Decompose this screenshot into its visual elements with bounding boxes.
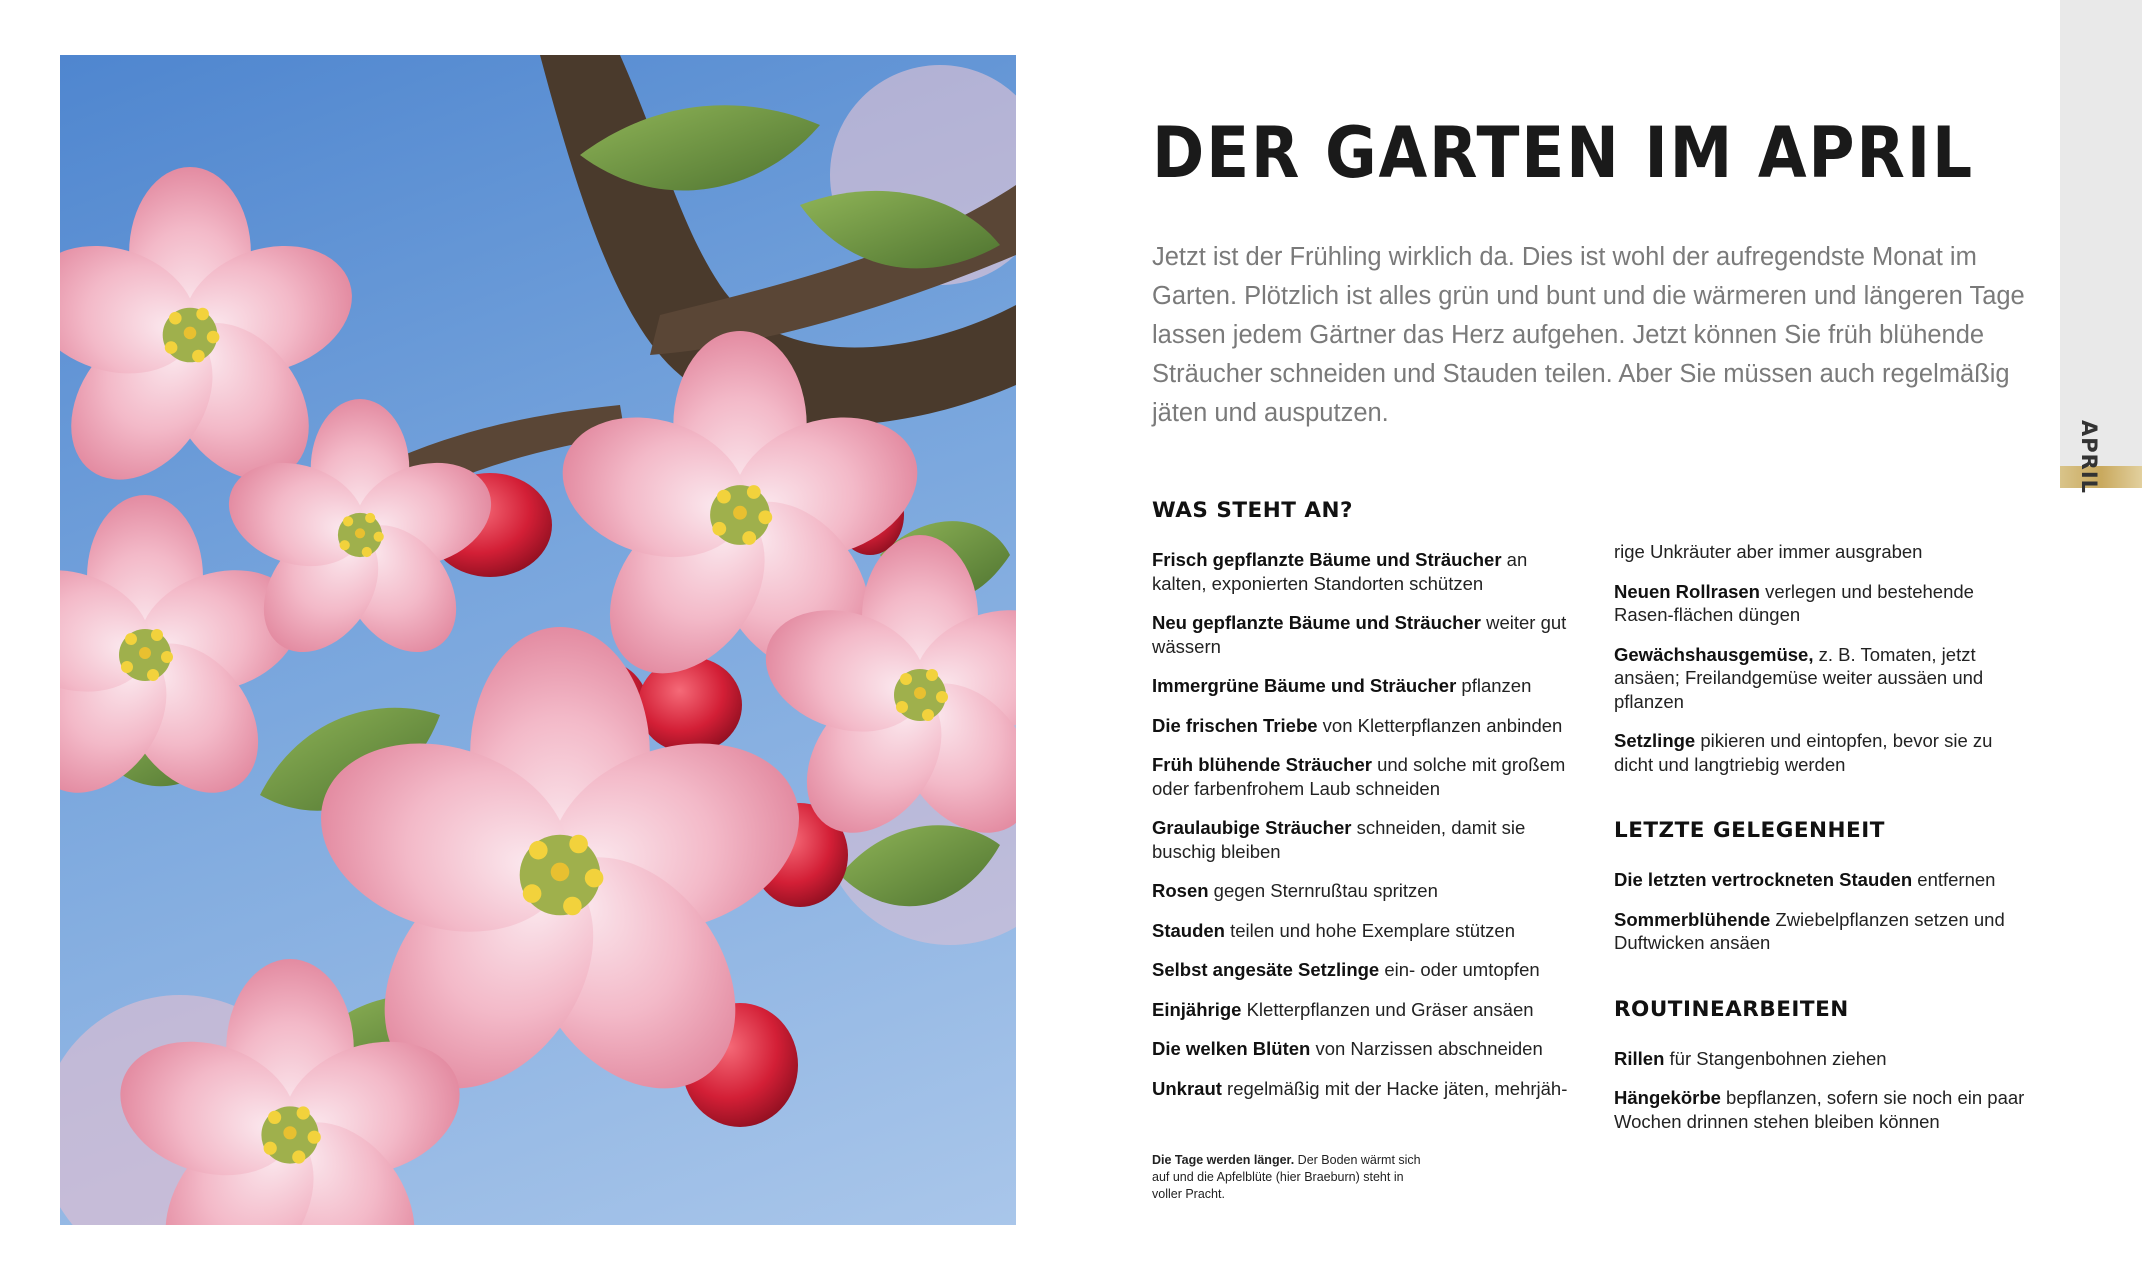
month-tab — [2060, 0, 2142, 466]
task-item: Rillen für Stangenbohnen ziehen — [1614, 1047, 1887, 1069]
task-item: Einjährige Kletterpflanzen und Gräser ansäen — [1152, 998, 1534, 1020]
section-letzte-gelegenheit — [1614, 816, 2034, 955]
task-item: Rosen gegen Sternrußtau spritzen — [1152, 880, 1438, 901]
task-item: Neuen Rollrasen verlegen und bestehende Rasen-flächen düngen — [1614, 580, 1974, 625]
task-item: Stauden teilen und hohe Exemplare stützen — [1152, 919, 1516, 941]
task-item: Die letzten vertrockneten Stauden entfernen — [1614, 869, 1996, 890]
section-heading-routinearbeiten: ROUTINEARBEITEN — [1614, 996, 1849, 1022]
section-heading-letzte-gelegenheit: LETZTE GELEGENHEIT — [1614, 818, 1885, 843]
task-item: Sommerblühende Zwiebelpflanzen setzen und Duftwicken ansäen — [1614, 908, 2005, 953]
task-item: Unkraut regelmäßig mit der Hacke jäten, mehrjäh- — [1152, 1077, 1568, 1099]
photo-caption: Die Tage werden länger. Der Boden wärmt sich auf und die Apfelblüte (hier Braeburn) steht in voller Pracht. — [1152, 1153, 1421, 1201]
tasks-column-left — [1152, 496, 1572, 1116]
month-tab-accent — [2060, 466, 2142, 488]
task-item: Setzlinge pikieren und eintopfen, bevor sie zu dicht und langtriebig werden — [1614, 730, 1993, 775]
task-item: Frisch gepflanzte Bäume und Sträucher an kalten, exponierten Standorten schützen — [1152, 549, 1528, 594]
apple-blossom-photo — [60, 55, 1016, 1225]
task-item: Hängekörbe bepflanzen, sofern sie noch ein paar Wochen drinnen stehen bleiben können — [1614, 1087, 2025, 1132]
blossom-illustration — [60, 55, 1016, 1225]
task-item: rige Unkräuter aber immer ausgraben — [1614, 541, 1923, 562]
month-tab-label: APRIL — [2077, 420, 2101, 495]
task-item: Gewächshausgemüse, z. B. Tomaten, jetzt ansäen; Freilandgemüse weiter aussäen und pflanzen — [1614, 643, 1984, 712]
section-heading-was-steht-an: WAS STEHT AN? — [1152, 498, 1353, 523]
intro-paragraph: Jetzt ist der Frühling wirklich da. Dies ist wohl der aufregendste Monat im Garten. Plötzlich ist alles grün und bunt und die wärmeren und längeren Tage lassen jedem Gärtner das Herz aufgehen. Jetzt können Sie früh blühende Sträucher schneiden und Stauden teilen. Aber Sie müssen auch regelmäßig jäten und ausputzen. — [1152, 243, 2025, 427]
task-item: Graulaubige Sträucher schneiden, damit sie buschig bleiben — [1152, 817, 1526, 862]
task-item: Selbst angesäte Setzlinge ein- oder umtopfen — [1152, 959, 1540, 980]
page-title: DER GARTEN IM APRIL — [1152, 112, 1974, 194]
section-was-steht-an-continued — [1614, 540, 2034, 776]
tasks-column-right — [1614, 540, 2034, 1173]
section-routinearbeiten — [1614, 995, 2034, 1134]
task-item: Die welken Blüten von Narzissen abschneiden — [1152, 1038, 1543, 1059]
task-item: Neu gepflanzte Bäume und Sträucher weiter gut wässern — [1152, 612, 1567, 657]
task-item: Früh blühende Sträucher und solche mit großem oder farbenfrohem Laub schneiden — [1152, 754, 1566, 799]
task-item: Immergrüne Bäume und Sträucher pflanzen — [1152, 675, 1532, 696]
task-item: Die frischen Triebe von Kletterpflanzen anbinden — [1152, 714, 1563, 736]
